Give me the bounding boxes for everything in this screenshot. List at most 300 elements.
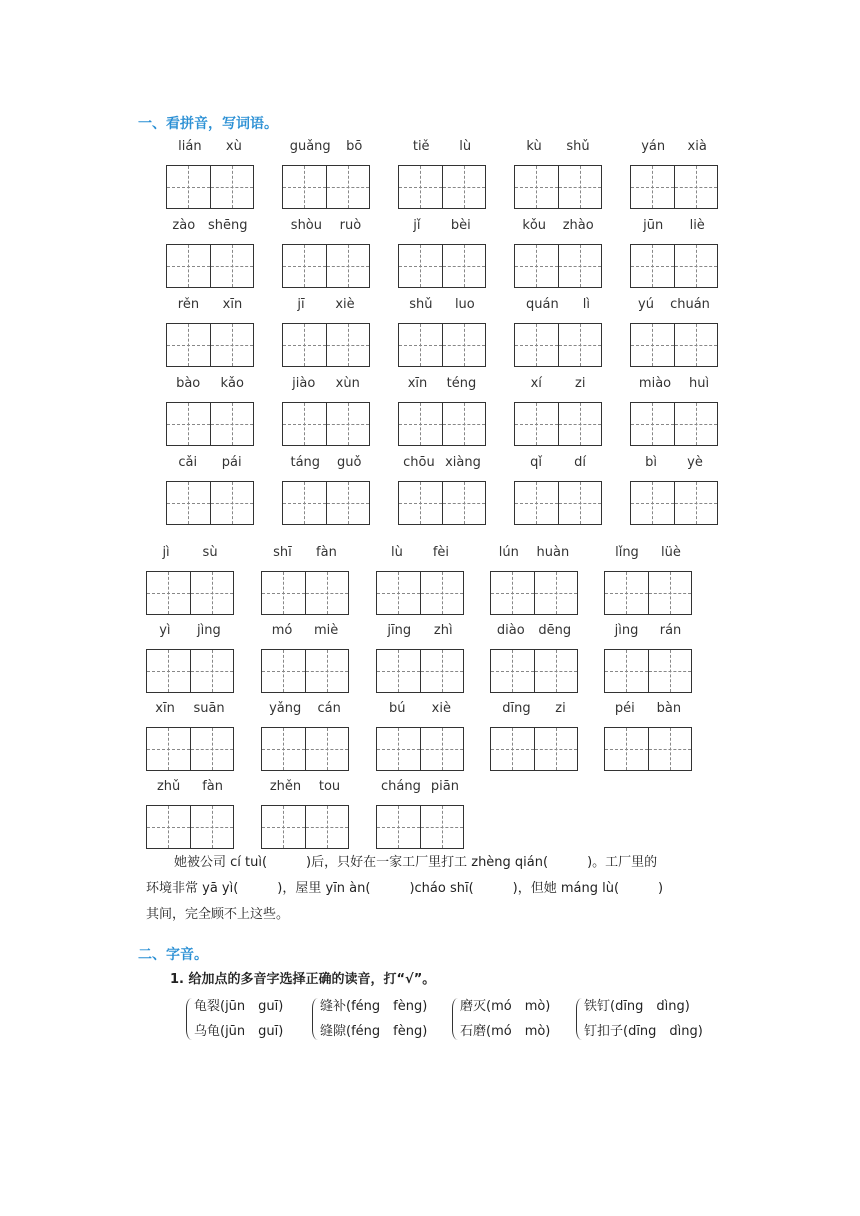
tianzige-box[interactable] xyxy=(534,728,578,770)
pinyin-syllable: rán xyxy=(659,623,682,638)
tianzige-box-pair[interactable] xyxy=(166,481,254,525)
word-cell xyxy=(376,622,464,693)
tianzige-box[interactable] xyxy=(399,245,442,287)
tianzige-box-pair[interactable] xyxy=(514,244,602,288)
tianzige-box[interactable] xyxy=(648,728,692,770)
tianzige-box[interactable] xyxy=(442,403,486,445)
pinyin-syllable: guǎng xyxy=(289,139,331,154)
tianzige-box[interactable] xyxy=(147,728,190,770)
word-cell xyxy=(146,622,234,693)
pinyin-syllable: zào xyxy=(172,218,196,233)
pinyin-syllable: piān xyxy=(430,779,459,794)
pinyin-syllable: mó xyxy=(271,623,293,638)
word-cell xyxy=(398,454,486,525)
word-cell xyxy=(514,138,602,209)
pinyin-syllable: yì xyxy=(159,623,171,638)
tianzige-box[interactable] xyxy=(674,324,718,366)
pinyin-label xyxy=(282,138,370,156)
tianzige-box-pair[interactable] xyxy=(376,649,464,693)
pinyin-label xyxy=(261,700,349,718)
word-cell xyxy=(282,296,370,367)
tianzige-box[interactable] xyxy=(305,806,349,848)
pinyin-syllable: shǔ xyxy=(409,297,433,312)
word-cell xyxy=(166,375,254,446)
pinyin-syllable: lún xyxy=(498,545,519,560)
tianzige-box-pair[interactable] xyxy=(630,402,718,446)
word-cell xyxy=(166,296,254,367)
tianzige-box-pair[interactable] xyxy=(376,571,464,615)
pinyin-syllable: xiè xyxy=(335,297,355,312)
tianzige-box-pair[interactable] xyxy=(398,402,486,446)
pinyin-syllable: dí xyxy=(574,455,586,470)
pinyin-syllable: dīng xyxy=(502,701,531,716)
tianzige-box-pair[interactable] xyxy=(630,323,718,367)
pinyin-syllable: zhěn xyxy=(269,779,302,794)
tianzige-box-pair[interactable] xyxy=(166,165,254,209)
tianzige-box-pair[interactable] xyxy=(282,165,370,209)
pinyin-label xyxy=(514,217,602,235)
pinyin-syllable: zhào xyxy=(562,218,594,233)
tianzige-box[interactable] xyxy=(190,806,234,848)
tianzige-box[interactable] xyxy=(190,728,234,770)
pinyin-label xyxy=(261,622,349,640)
tianzige-box-pair[interactable] xyxy=(490,649,578,693)
pinyin-syllable: zi xyxy=(575,376,586,391)
tianzige-box-pair[interactable] xyxy=(166,402,254,446)
tianzige-box[interactable] xyxy=(167,324,210,366)
pinyin-syllable: zi xyxy=(555,701,566,716)
polyphone-pair xyxy=(312,994,427,1044)
word-cell xyxy=(630,217,718,288)
tianzige-box-pair[interactable] xyxy=(490,571,578,615)
tianzige-box[interactable] xyxy=(631,324,674,366)
tianzige-box[interactable] xyxy=(534,572,578,614)
tianzige-box-pair[interactable] xyxy=(282,323,370,367)
pinyin-label xyxy=(166,454,254,472)
question-1-prompt: 1. 给加点的多音字选择正确的读音，打“√”。 xyxy=(170,972,436,987)
pinyin-syllable: shēng xyxy=(208,218,248,233)
tianzige-box[interactable] xyxy=(674,482,718,524)
pinyin-syllable: quán xyxy=(526,297,559,312)
tianzige-box[interactable] xyxy=(558,245,602,287)
pinyin-syllable: xí xyxy=(530,376,542,391)
tianzige-box-pair[interactable] xyxy=(261,727,349,771)
polyphone-item[interactable]: 铁钉(dīng dìng) xyxy=(584,999,690,1014)
pinyin-label xyxy=(282,296,370,314)
pinyin-syllable: táng xyxy=(290,455,321,470)
pinyin-label xyxy=(514,138,602,156)
tianzige-box[interactable] xyxy=(515,245,558,287)
tianzige-box[interactable] xyxy=(210,403,254,445)
polyphone-pair xyxy=(186,994,283,1044)
tianzige-box[interactable] xyxy=(190,572,234,614)
pinyin-syllable: xùn xyxy=(335,376,360,391)
tianzige-box[interactable] xyxy=(399,403,442,445)
pinyin-label xyxy=(282,375,370,393)
pinyin-syllable: diào xyxy=(496,623,525,638)
pinyin-label xyxy=(166,375,254,393)
pinyin-syllable: jì xyxy=(162,545,170,560)
tianzige-box[interactable] xyxy=(558,166,602,208)
tianzige-box[interactable] xyxy=(631,403,674,445)
pinyin-syllable: liè xyxy=(689,218,705,233)
pinyin-label xyxy=(282,454,370,472)
pinyin-syllable: lì xyxy=(582,297,590,312)
tianzige-box[interactable] xyxy=(399,482,442,524)
pinyin-syllable: téng xyxy=(446,376,477,391)
pinyin-syllable: yán xyxy=(641,139,666,154)
pinyin-syllable: dēng xyxy=(538,623,572,638)
pinyin-syllable: fàn xyxy=(316,545,337,560)
word-cell xyxy=(398,375,486,446)
polyphone-item[interactable]: 钉扣子(dīng dìng) xyxy=(584,1024,703,1039)
polyphone-item[interactable]: 缝补(féng fèng) xyxy=(320,999,428,1014)
pinyin-syllable: xīn xyxy=(155,701,175,716)
pinyin-label xyxy=(146,700,234,718)
tianzige-box[interactable] xyxy=(326,403,370,445)
tianzige-box-pair[interactable] xyxy=(398,481,486,525)
pinyin-syllable: kǒu xyxy=(522,218,547,233)
tianzige-box-pair[interactable] xyxy=(376,805,464,849)
tianzige-box[interactable] xyxy=(147,806,190,848)
tianzige-box[interactable] xyxy=(605,728,648,770)
cropped-text-edge xyxy=(140,1042,400,1048)
word-cell xyxy=(490,544,578,615)
tianzige-box[interactable] xyxy=(283,324,326,366)
pinyin-label xyxy=(630,217,718,235)
tianzige-box-pair[interactable] xyxy=(166,244,254,288)
pinyin-syllable: sù xyxy=(202,545,218,560)
tianzige-box-pair[interactable] xyxy=(604,649,692,693)
pinyin-syllable: bú xyxy=(389,701,406,716)
word-cell xyxy=(261,622,349,693)
pinyin-syllable: bào xyxy=(176,376,201,391)
pinyin-label xyxy=(604,700,692,718)
pinyin-syllable: cán xyxy=(317,701,341,716)
pinyin-syllable: suān xyxy=(193,701,225,716)
tianzige-box-pair[interactable] xyxy=(398,165,486,209)
pinyin-label xyxy=(630,454,718,472)
polyphone-pair xyxy=(452,994,550,1044)
tianzige-box[interactable] xyxy=(377,806,420,848)
polyphone-item[interactable]: 乌龟(jūn guī) xyxy=(194,1024,284,1039)
tianzige-box[interactable] xyxy=(305,572,349,614)
polyphone-item[interactable]: 龟裂(jūn guī) xyxy=(194,999,284,1014)
tianzige-box[interactable] xyxy=(262,728,305,770)
pinyin-syllable: shǔ xyxy=(566,139,590,154)
pinyin-syllable: lián xyxy=(178,139,202,154)
pinyin-label xyxy=(282,217,370,235)
tianzige-box[interactable] xyxy=(377,650,420,692)
pinyin-syllable: lüè xyxy=(661,545,681,560)
pinyin-label xyxy=(398,296,486,314)
pinyin-syllable: miè xyxy=(313,623,339,638)
pinyin-syllable: shòu xyxy=(290,218,323,233)
tianzige-box[interactable] xyxy=(210,245,254,287)
word-cell xyxy=(166,454,254,525)
pinyin-syllable: chōu xyxy=(403,455,435,470)
word-cell xyxy=(604,544,692,615)
tianzige-box[interactable] xyxy=(377,572,420,614)
pinyin-syllable: jìng xyxy=(197,623,221,638)
tianzige-box[interactable] xyxy=(558,403,602,445)
pinyin-syllable: guǒ xyxy=(337,455,362,470)
tianzige-box[interactable] xyxy=(648,572,692,614)
tianzige-box[interactable] xyxy=(283,245,326,287)
tianzige-box-pair[interactable] xyxy=(514,323,602,367)
tianzige-box[interactable] xyxy=(491,650,534,692)
pinyin-syllable: cháng xyxy=(381,779,421,794)
tianzige-box[interactable] xyxy=(442,324,486,366)
tianzige-box[interactable] xyxy=(515,482,558,524)
tianzige-box-pair[interactable] xyxy=(514,402,602,446)
polyphone-item[interactable]: 缝隙(féng fèng) xyxy=(320,1024,428,1039)
tianzige-box-pair[interactable] xyxy=(490,727,578,771)
tianzige-box-pair[interactable] xyxy=(146,649,234,693)
tianzige-box[interactable] xyxy=(605,572,648,614)
pinyin-syllable: huì xyxy=(688,376,710,391)
word-cell xyxy=(490,700,578,771)
word-cell xyxy=(490,622,578,693)
word-cell xyxy=(282,375,370,446)
pinyin-label xyxy=(166,296,254,314)
pinyin-label xyxy=(261,544,349,562)
word-cell xyxy=(376,700,464,771)
pinyin-label xyxy=(398,217,486,235)
section-title-2: 二、字音。 xyxy=(138,947,208,963)
pinyin-syllable: xīn xyxy=(407,376,428,391)
word-cell xyxy=(630,375,718,446)
tianzige-box[interactable] xyxy=(534,650,578,692)
pinyin-label xyxy=(376,622,464,640)
tianzige-box[interactable] xyxy=(558,324,602,366)
tianzige-box[interactable] xyxy=(283,482,326,524)
tianzige-box[interactable] xyxy=(631,166,674,208)
tianzige-box[interactable] xyxy=(210,324,254,366)
tianzige-box-pair[interactable] xyxy=(146,805,234,849)
word-cell xyxy=(261,700,349,771)
word-cell xyxy=(604,622,692,693)
word-cell xyxy=(604,700,692,771)
pinyin-label xyxy=(398,138,486,156)
tianzige-box[interactable] xyxy=(147,572,190,614)
tianzige-box[interactable] xyxy=(262,650,305,692)
word-cell xyxy=(146,778,234,849)
pinyin-syllable: pái xyxy=(221,455,242,470)
pinyin-syllable: jìng xyxy=(614,623,639,638)
word-cell xyxy=(376,778,464,849)
tianzige-box[interactable] xyxy=(167,482,210,524)
pinyin-syllable: kù xyxy=(526,139,542,154)
tianzige-box-pair[interactable] xyxy=(282,244,370,288)
polyphone-item[interactable]: 磨灭(mó mò) xyxy=(460,999,551,1014)
tianzige-box-pair[interactable] xyxy=(630,244,718,288)
tianzige-box[interactable] xyxy=(305,650,349,692)
word-cell xyxy=(630,138,718,209)
tianzige-box-pair[interactable] xyxy=(604,727,692,771)
pinyin-label xyxy=(398,454,486,472)
tianzige-box[interactable] xyxy=(305,728,349,770)
pinyin-label xyxy=(604,622,692,640)
pinyin-label xyxy=(376,700,464,718)
tianzige-box[interactable] xyxy=(442,245,486,287)
paragraph-line: 环境非常 yā yì( )，屋里 yīn àn( )cháo shī( )，但她 máng lù( ) xyxy=(146,881,664,896)
pinyin-syllable: xià xyxy=(687,139,707,154)
tianzige-box[interactable] xyxy=(674,245,718,287)
pinyin-syllable: jīng xyxy=(387,623,412,638)
pinyin-syllable: luo xyxy=(454,297,475,312)
tianzige-box[interactable] xyxy=(674,166,718,208)
pinyin-syllable: tou xyxy=(318,779,341,794)
pinyin-label xyxy=(146,544,234,562)
pinyin-syllable: lù xyxy=(459,139,472,154)
pinyin-label xyxy=(398,375,486,393)
tianzige-box-pair[interactable] xyxy=(514,165,602,209)
tianzige-box[interactable] xyxy=(326,166,370,208)
pinyin-syllable: xīn xyxy=(222,297,243,312)
pinyin-syllable: qǐ xyxy=(530,455,542,470)
tianzige-box[interactable] xyxy=(491,572,534,614)
tianzige-box[interactable] xyxy=(283,403,326,445)
pinyin-syllable: bì xyxy=(645,455,657,470)
tianzige-box[interactable] xyxy=(167,403,210,445)
tianzige-box-pair[interactable] xyxy=(630,481,718,525)
pinyin-syllable: yè xyxy=(687,455,703,470)
tianzige-box[interactable] xyxy=(631,245,674,287)
tianzige-box[interactable] xyxy=(399,166,442,208)
word-cell xyxy=(282,138,370,209)
tianzige-box[interactable] xyxy=(326,482,370,524)
pinyin-syllable: shī xyxy=(273,545,292,560)
tianzige-box[interactable] xyxy=(420,572,464,614)
pinyin-label xyxy=(630,138,718,156)
tianzige-box[interactable] xyxy=(420,728,464,770)
pinyin-label xyxy=(630,296,718,314)
pinyin-label xyxy=(490,622,578,640)
pinyin-label xyxy=(261,778,349,796)
pinyin-syllable: tiě xyxy=(412,139,430,154)
tianzige-box[interactable] xyxy=(558,482,602,524)
pinyin-label xyxy=(376,544,464,562)
tianzige-box-pair[interactable] xyxy=(604,571,692,615)
tianzige-box-pair[interactable] xyxy=(146,571,234,615)
tianzige-box[interactable] xyxy=(210,166,254,208)
word-cell xyxy=(398,296,486,367)
tianzige-box[interactable] xyxy=(442,166,486,208)
tianzige-box[interactable] xyxy=(190,650,234,692)
word-cell xyxy=(282,217,370,288)
tianzige-box-pair[interactable] xyxy=(166,323,254,367)
word-cell xyxy=(398,138,486,209)
word-cell xyxy=(514,454,602,525)
word-cell xyxy=(166,217,254,288)
tianzige-box[interactable] xyxy=(605,650,648,692)
tianzige-box[interactable] xyxy=(420,806,464,848)
tianzige-box-pair[interactable] xyxy=(261,649,349,693)
word-cell xyxy=(146,700,234,771)
tianzige-box-pair[interactable] xyxy=(398,323,486,367)
tianzige-box[interactable] xyxy=(648,650,692,692)
word-cell xyxy=(376,544,464,615)
tianzige-box-pair[interactable] xyxy=(261,571,349,615)
polyphone-pair xyxy=(576,994,703,1044)
pinyin-syllable: jiào xyxy=(292,376,316,391)
tianzige-box[interactable] xyxy=(326,245,370,287)
tianzige-box[interactable] xyxy=(283,166,326,208)
tianzige-box-pair[interactable] xyxy=(282,402,370,446)
pinyin-syllable: lù xyxy=(390,545,403,560)
pinyin-syllable: zhì xyxy=(433,623,453,638)
word-cell xyxy=(630,296,718,367)
tianzige-box-pair[interactable] xyxy=(282,481,370,525)
tianzige-box-pair[interactable] xyxy=(261,805,349,849)
tianzige-box[interactable] xyxy=(515,403,558,445)
pinyin-syllable: cǎi xyxy=(178,455,198,470)
tianzige-box-pair[interactable] xyxy=(514,481,602,525)
word-cell xyxy=(514,296,602,367)
tianzige-box[interactable] xyxy=(631,482,674,524)
pinyin-syllable: yú xyxy=(638,297,654,312)
tianzige-box[interactable] xyxy=(326,324,370,366)
pinyin-syllable: jūn xyxy=(643,218,664,233)
tianzige-box[interactable] xyxy=(515,166,558,208)
pinyin-syllable: xiàng xyxy=(445,455,481,470)
word-cell xyxy=(630,454,718,525)
tianzige-box[interactable] xyxy=(399,324,442,366)
pinyin-syllable: lǐng xyxy=(615,545,639,560)
tianzige-box[interactable] xyxy=(674,403,718,445)
tianzige-box[interactable] xyxy=(167,245,210,287)
tianzige-box[interactable] xyxy=(442,482,486,524)
tianzige-box[interactable] xyxy=(262,572,305,614)
pinyin-syllable: bèi xyxy=(450,218,471,233)
tianzige-box[interactable] xyxy=(491,728,534,770)
tianzige-box[interactable] xyxy=(167,166,210,208)
tianzige-box[interactable] xyxy=(147,650,190,692)
pinyin-syllable: miào xyxy=(638,376,672,391)
pinyin-syllable: fàn xyxy=(202,779,224,794)
pinyin-syllable: rěn xyxy=(177,297,200,312)
pinyin-label xyxy=(146,778,234,796)
tianzige-box[interactable] xyxy=(420,650,464,692)
tianzige-box[interactable] xyxy=(262,806,305,848)
pinyin-syllable: kǎo xyxy=(220,376,244,391)
tianzige-box-pair[interactable] xyxy=(398,244,486,288)
pinyin-syllable: bō xyxy=(346,139,363,154)
pinyin-syllable: xù xyxy=(225,139,242,154)
pinyin-syllable: yǎng xyxy=(269,701,302,716)
polyphone-item[interactable]: 石磨(mó mò) xyxy=(460,1024,551,1039)
tianzige-box-pair[interactable] xyxy=(146,727,234,771)
pinyin-syllable: zhǔ xyxy=(156,779,181,794)
tianzige-box-pair[interactable] xyxy=(630,165,718,209)
pinyin-label xyxy=(376,778,464,796)
pinyin-label xyxy=(166,217,254,235)
pinyin-label xyxy=(514,375,602,393)
word-cell xyxy=(514,217,602,288)
tianzige-box[interactable] xyxy=(377,728,420,770)
tianzige-box[interactable] xyxy=(515,324,558,366)
word-cell xyxy=(166,138,254,209)
paragraph-line: 她被公司 cí tuì( )后，只好在一家工厂里打工 zhèng qián( )。工厂里的 xyxy=(174,855,658,870)
section-title-1: 一、看拼音，写词语。 xyxy=(138,116,278,132)
word-cell xyxy=(398,217,486,288)
pinyin-syllable: bàn xyxy=(656,701,682,716)
tianzige-box-pair[interactable] xyxy=(376,727,464,771)
tianzige-box[interactable] xyxy=(210,482,254,524)
word-cell xyxy=(261,778,349,849)
word-cell xyxy=(261,544,349,615)
